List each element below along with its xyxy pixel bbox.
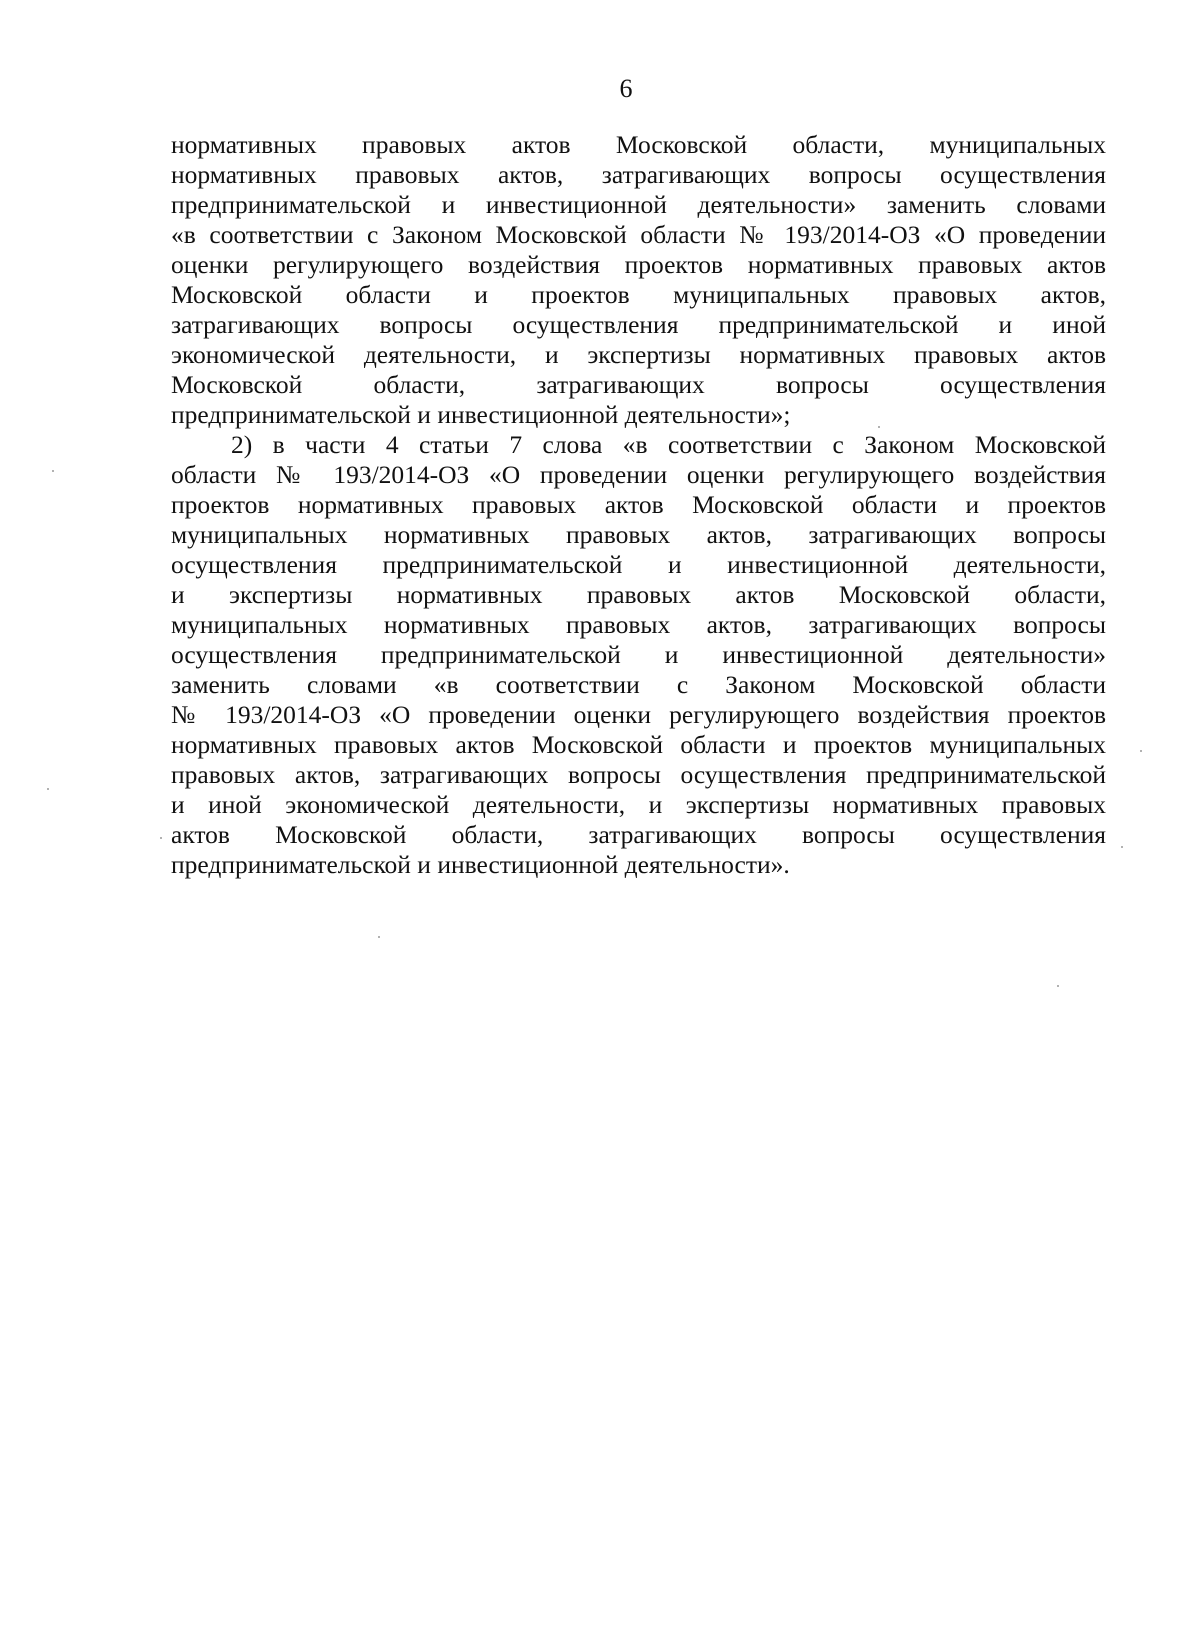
text-line: затрагивающих вопросы осуществления предпринимательской и иной bbox=[171, 310, 1106, 339]
text-line: муниципальных нормативных правовых актов, затрагивающих вопросы bbox=[171, 520, 1106, 549]
text-line: осуществления предпринимательской и инвестиционной деятельности, bbox=[171, 550, 1106, 579]
text-line: проектов нормативных правовых актов Московской области и проектов bbox=[171, 490, 1106, 519]
text-line: нормативных правовых актов Московской области и проектов муниципальных bbox=[171, 730, 1106, 759]
document-body bbox=[171, 130, 1106, 880]
scan-speck bbox=[160, 837, 162, 839]
page-number: 6 bbox=[619, 74, 633, 103]
paragraph-continuation bbox=[171, 130, 1106, 430]
scan-speck bbox=[1057, 985, 1059, 987]
scan-speck bbox=[378, 936, 380, 938]
text-line: предпринимательской и инвестиционной деятельности». bbox=[171, 850, 790, 879]
text-line: 2) в части 4 статьи 7 слова «в соответствии с Законом Московской bbox=[231, 430, 1106, 459]
text-line: и экспертизы нормативных правовых актов Московской области, bbox=[171, 580, 1106, 609]
text-line: заменить словами «в соответствии с Законом Московской области bbox=[171, 670, 1106, 699]
text-line: нормативных правовых актов Московской области, муниципальных bbox=[171, 130, 1106, 159]
text-line: муниципальных нормативных правовых актов, затрагивающих вопросы bbox=[171, 610, 1106, 639]
scan-speck bbox=[878, 426, 880, 428]
text-line: предпринимательской и инвестиционной деятельности» заменить словами bbox=[171, 190, 1106, 219]
text-line: «в соответствии с Законом Московской области № 193/2014-ОЗ «О проведении bbox=[171, 220, 1106, 249]
paragraph-item-2 bbox=[171, 430, 1106, 880]
text-line: № 193/2014-ОЗ «О проведении оценки регулирующего воздействия проектов bbox=[171, 700, 1106, 729]
text-line: осуществления предпринимательской и инвестиционной деятельности» bbox=[171, 640, 1106, 669]
scan-speck bbox=[1140, 750, 1142, 752]
text-line: Московской области и проектов муниципальных правовых актов, bbox=[171, 280, 1106, 309]
text-line: правовых актов, затрагивающих вопросы осуществления предпринимательской bbox=[171, 760, 1106, 789]
scan-speck bbox=[47, 788, 49, 790]
text-line: Московской области, затрагивающих вопросы осуществления bbox=[171, 370, 1106, 399]
text-line: предпринимательской и инвестиционной деятельности»; bbox=[171, 400, 791, 429]
text-line: экономической деятельности, и экспертизы нормативных правовых актов bbox=[171, 340, 1106, 369]
text-line: актов Московской области, затрагивающих вопросы осуществления bbox=[171, 820, 1106, 849]
scan-speck bbox=[52, 470, 54, 472]
text-line: оценки регулирующего воздействия проектов нормативных правовых актов bbox=[171, 250, 1106, 279]
text-line: области № 193/2014-ОЗ «О проведении оценки регулирующего воздействия bbox=[171, 460, 1106, 489]
text-line: и иной экономической деятельности, и экспертизы нормативных правовых bbox=[171, 790, 1106, 819]
scan-speck bbox=[1121, 846, 1123, 848]
text-line: нормативных правовых актов, затрагивающих вопросы осуществления bbox=[171, 160, 1106, 189]
